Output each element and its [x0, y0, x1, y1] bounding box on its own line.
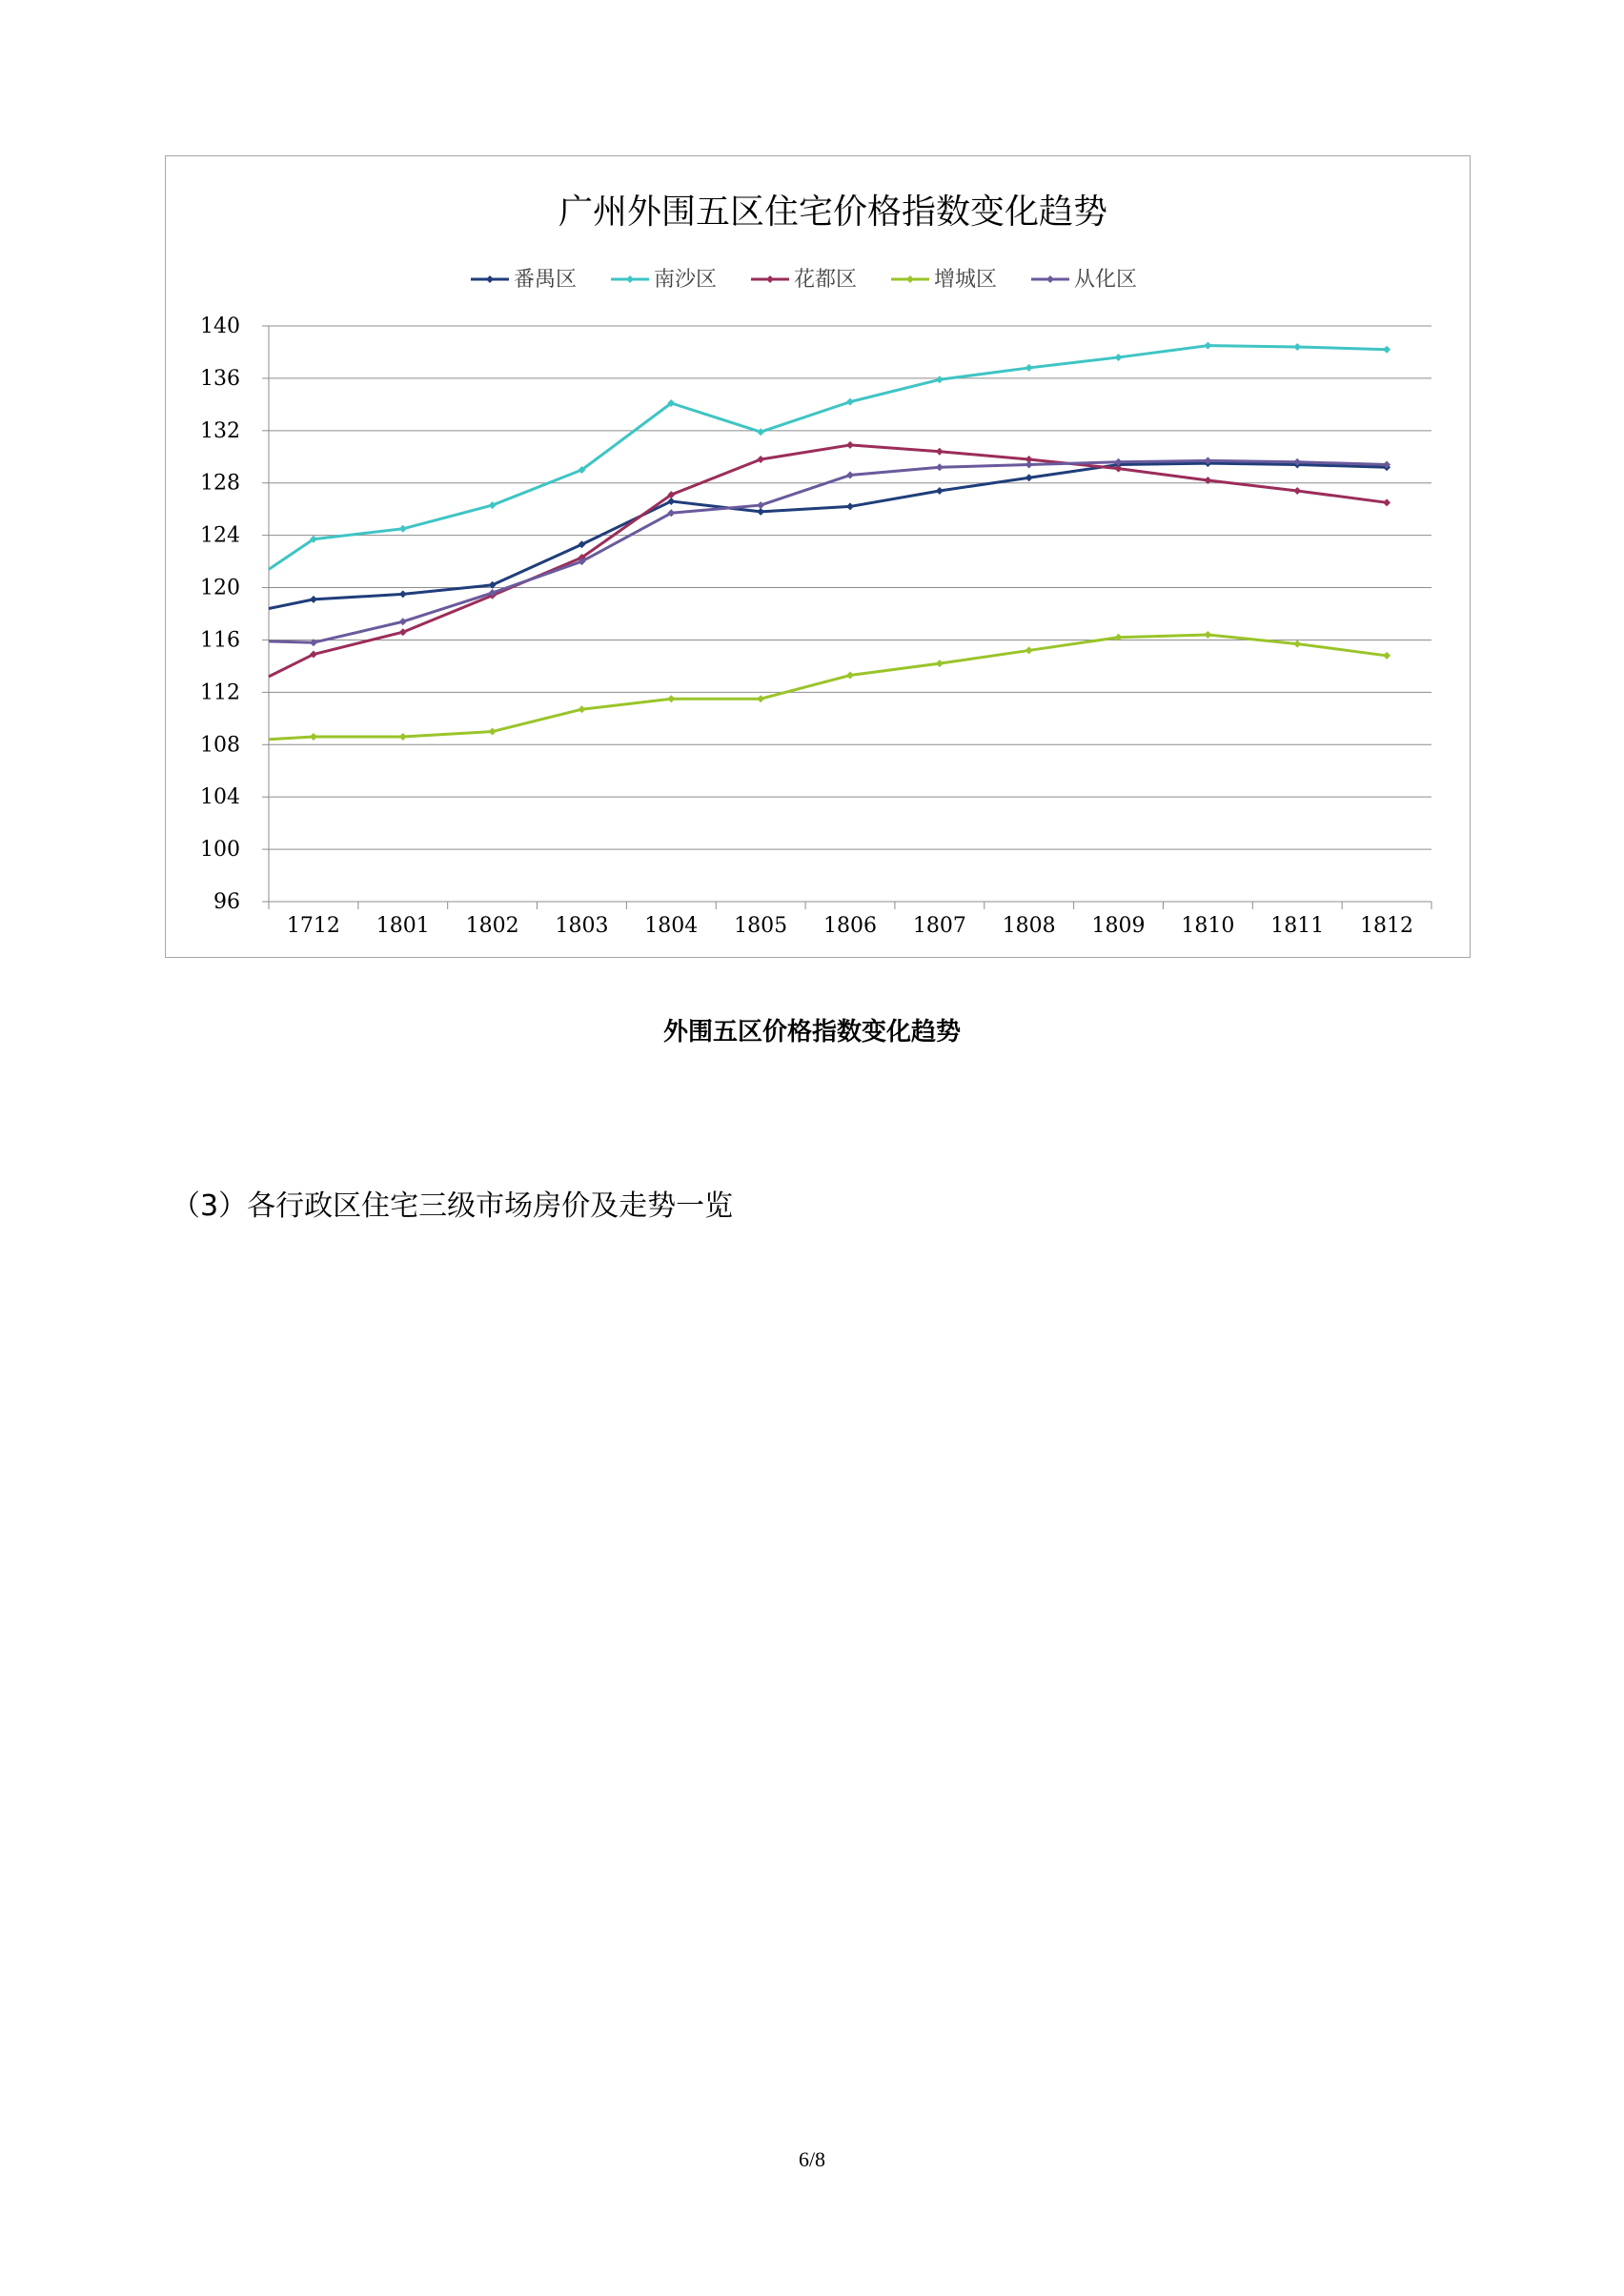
chart-series — [269, 342, 1391, 741]
data-point — [1293, 343, 1301, 351]
data-point — [399, 618, 407, 625]
chart-title: 广州外围五区住宅价格指数变化趋势 — [558, 193, 1108, 232]
y-tick-label: 136 — [200, 366, 240, 391]
x-tick-label: 1811 — [1270, 914, 1325, 938]
legend-marker — [626, 275, 634, 283]
data-point — [936, 376, 944, 383]
series-line — [269, 463, 1387, 608]
x-tick-label: 1806 — [823, 914, 877, 938]
data-point — [1025, 364, 1033, 372]
data-point — [1293, 487, 1301, 495]
data-point — [846, 441, 854, 449]
data-point — [489, 501, 497, 509]
x-tick-label: 1812 — [1360, 914, 1414, 938]
data-point — [1204, 342, 1211, 350]
y-tick-label: 104 — [200, 785, 240, 810]
x-tick-label: 1809 — [1091, 914, 1146, 938]
data-point — [489, 728, 497, 736]
legend-label: 增城区 — [934, 268, 998, 292]
data-point — [757, 428, 764, 436]
legend-marker — [766, 275, 774, 283]
data-point — [936, 660, 944, 667]
data-point — [1025, 461, 1033, 469]
y-tick-label: 112 — [200, 681, 240, 705]
data-point — [846, 471, 854, 478]
data-point — [399, 733, 407, 741]
data-point — [936, 448, 944, 456]
y-tick-label: 140 — [200, 315, 240, 338]
chart-gridlines — [269, 326, 1431, 902]
data-point — [1383, 652, 1391, 660]
data-point — [757, 456, 764, 463]
data-point — [399, 628, 407, 636]
data-point — [1025, 646, 1033, 654]
y-tick-label: 96 — [213, 890, 240, 914]
legend-label: 花都区 — [794, 268, 858, 292]
data-point — [667, 695, 675, 702]
series-line — [269, 635, 1387, 740]
y-tick-label: 108 — [200, 733, 240, 758]
data-point — [1025, 474, 1033, 481]
legend-label: 南沙区 — [654, 268, 718, 292]
line-chart — [166, 156, 1470, 957]
legend-marker — [906, 275, 914, 283]
data-point — [846, 672, 854, 680]
y-tick-label: 100 — [200, 838, 240, 863]
legend-marker — [486, 275, 494, 283]
data-point — [578, 705, 585, 713]
x-tick-label: 1803 — [555, 914, 609, 938]
page-number: 6/8 — [798, 2147, 826, 2171]
data-point — [936, 487, 944, 495]
data-point — [1383, 346, 1391, 354]
data-point — [1383, 498, 1391, 506]
x-tick-label: 1804 — [644, 914, 699, 938]
data-point — [936, 463, 944, 471]
data-point — [1115, 354, 1123, 361]
legend-label: 从化区 — [1074, 268, 1138, 292]
x-tick-label: 1801 — [376, 914, 430, 938]
legend-marker — [1046, 275, 1054, 283]
x-tick-label: 1805 — [734, 914, 788, 938]
y-tick-label: 132 — [200, 418, 240, 443]
x-tick-label: 1810 — [1181, 914, 1235, 938]
y-tick-label: 120 — [200, 576, 240, 600]
figure-caption: 外围五区价格指数变化趋势 — [662, 1018, 961, 1046]
x-tick-label: 1808 — [1002, 914, 1056, 938]
chart-legend — [471, 268, 1137, 292]
data-point — [757, 508, 764, 516]
data-point — [846, 398, 854, 406]
section-heading: （3）各行政区住宅三级市场房价及走势一览 — [172, 1189, 734, 1223]
x-tick-label: 1802 — [465, 914, 519, 938]
y-tick-label: 128 — [200, 471, 240, 496]
data-point — [399, 525, 407, 533]
x-tick-label: 1807 — [912, 914, 966, 938]
y-tick-label: 124 — [200, 523, 240, 548]
data-point — [757, 695, 764, 702]
data-point — [846, 502, 854, 510]
y-tick-label: 116 — [200, 628, 240, 653]
series-line — [269, 460, 1387, 642]
data-point — [310, 596, 317, 603]
x-tick-label: 1712 — [286, 914, 340, 938]
data-point — [399, 590, 407, 598]
data-point — [1293, 640, 1301, 648]
data-point — [310, 733, 317, 741]
series-line — [269, 445, 1387, 677]
data-point — [757, 501, 764, 509]
chart-container — [165, 155, 1471, 958]
data-point — [1204, 631, 1211, 639]
legend-label: 番禺区 — [514, 268, 578, 292]
